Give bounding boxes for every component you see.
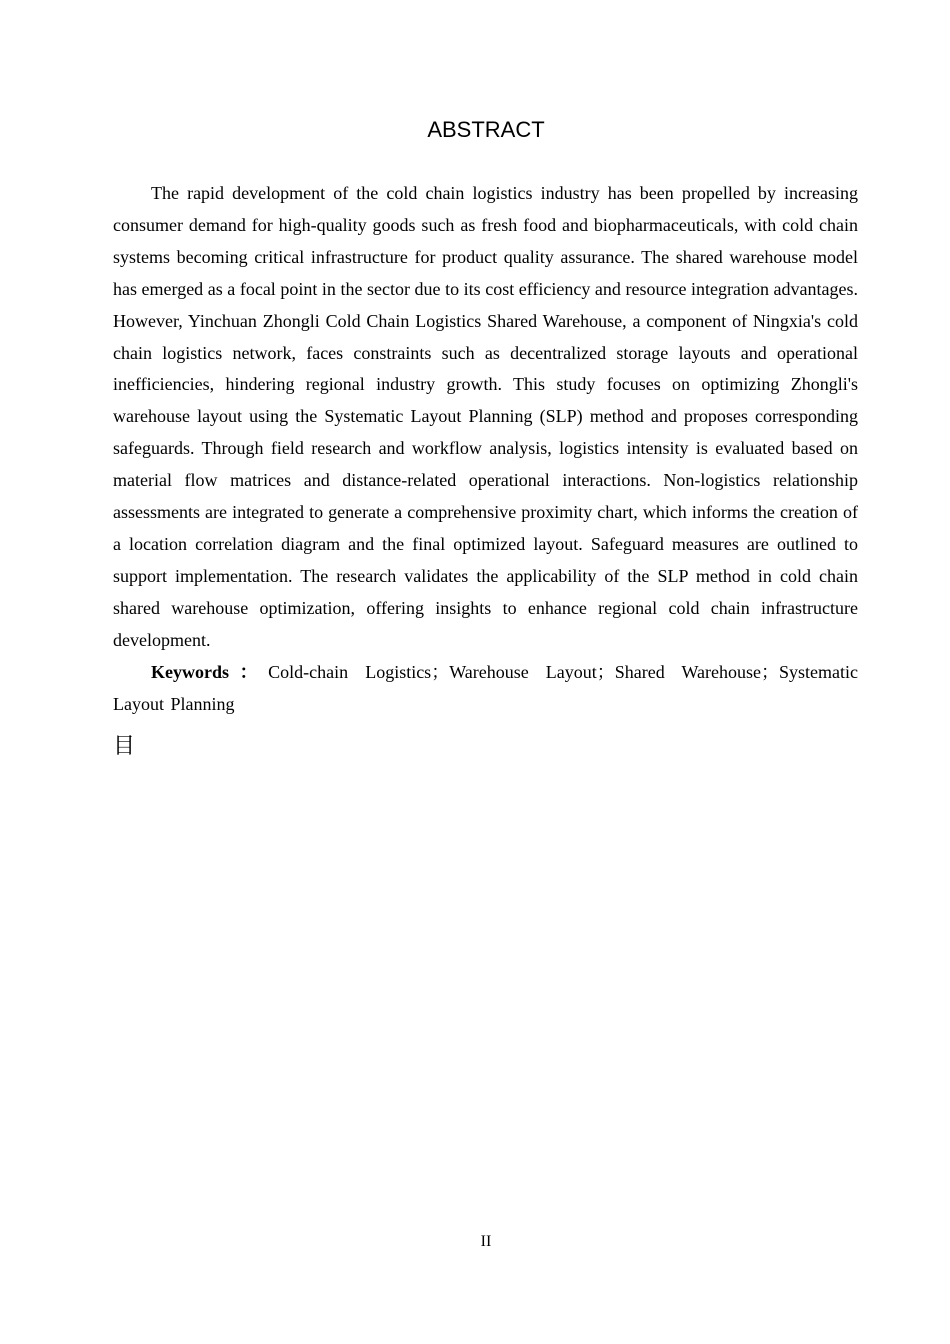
- keywords-label: Keywords：: [151, 662, 269, 682]
- keywords-paragraph: [113, 657, 858, 721]
- abstract-title: ABSTRACT: [427, 117, 545, 142]
- page-number: II: [480, 1233, 492, 1250]
- keywords-list: Cold-chain Logistics；Warehouse Layout；Shared Warehouse；Systematic Layout Planning: [113, 662, 858, 714]
- toc-heading: 目: [113, 734, 136, 759]
- abstract-paragraph: The rapid development of the cold chain logistics industry has been propelled by increasing consumer demand for high-quality goods such as fresh food and biopharmaceuticals, with cold chain systems becoming critical infrastructure for product quality assurance. The shared warehouse model has emerged as a focal point in the sector due to its cost efficiency and resource integration advantages. However, Yinchuan Zhongli Cold Chain Logistics Shared Warehouse, a component of Ningxia's cold chain logistics network, faces constraints such as decentralized storage layouts and operational inefficiencies, hindering regional industry growth. This study focuses on optimizing Zhongli's warehouse layout using the Systematic Layout Planning (SLP) method and proposes corresponding safeguards. Through field research and workflow analysis, logistics intensity is evaluated based on material flow matrices and distance-related operational interactions. Non-logistics relationship assessments are integrated to generate a comprehensive proximity chart, which informs the creation of a location correlation diagram and the final optimized layout. Safeguard measures are outlined to support implementation. The research validates the applicability of the SLP method in cold chain shared warehouse optimization, offering insights to enhance regional cold chain infrastructure development.: [113, 183, 858, 650]
